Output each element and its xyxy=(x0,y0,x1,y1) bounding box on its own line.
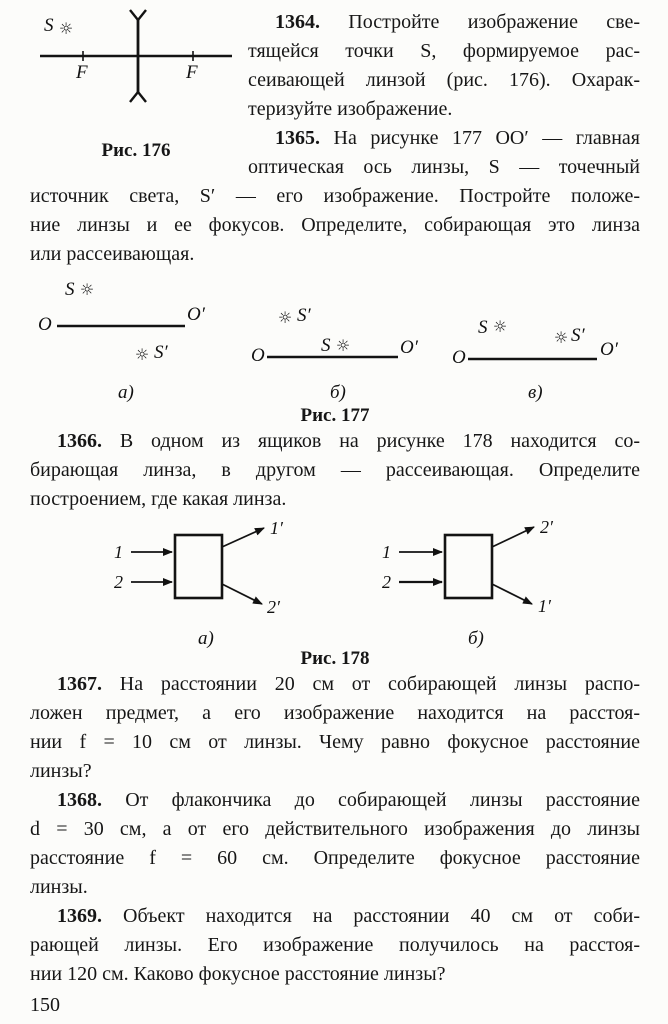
problem-number: 1365. xyxy=(275,127,320,149)
problem-text: На расстоянии 20 см от собирающей линзы распо- xyxy=(119,673,640,695)
problem-text: От флакончика до собирающей линзы расстояние xyxy=(125,789,641,811)
figure-177-panel-v xyxy=(450,273,665,405)
figure-177 xyxy=(30,273,640,405)
problem-number: 1364. xyxy=(275,11,320,33)
ray-1-out-line xyxy=(492,584,532,604)
problem-text-line: ние линзы и ее фокусов. Определите, собирающая это линза xyxy=(30,214,640,236)
axis-right-label: O′ xyxy=(400,337,418,358)
problem-text-line xyxy=(30,427,640,456)
panel-label: в) xyxy=(528,382,543,403)
figure-178-panel-b xyxy=(368,518,578,648)
problem-text-line: тящейся точки S, формируемое рас- xyxy=(248,40,640,62)
problem-text-line: сеивающей линзой (рис. 176). Охарак- xyxy=(248,69,640,91)
panel-label: а) xyxy=(198,628,214,648)
problem-text-line: нии 120 см. Каково фокусное расстояние линзы? xyxy=(30,963,446,985)
problem-text-line: теризуйте изображение. xyxy=(248,98,453,120)
problem-1365-continuation xyxy=(30,182,640,269)
image-point-icon: ☼ xyxy=(277,308,293,327)
image-label: S′ xyxy=(571,325,585,346)
problem-text-line xyxy=(30,902,640,931)
focus-label-right: F xyxy=(186,62,198,83)
panel-label: б) xyxy=(330,382,346,403)
problem-text: Постройте изображение све- xyxy=(348,11,640,33)
problem-text-line: нии f = 10 см от линзы. Чему равно фокусное расстояние xyxy=(30,731,640,753)
axis-right-label: O′ xyxy=(187,304,205,325)
image-label: S′ xyxy=(297,305,311,326)
problem-text-line: или рассеивающая. xyxy=(30,243,195,265)
top-section xyxy=(30,8,640,182)
figure-177-panel-b xyxy=(245,273,455,405)
ray-1-out-label: 1′ xyxy=(270,518,283,538)
problem-text-line: оптическая ось линзы, S — точечный xyxy=(248,156,640,178)
panel-label: б) xyxy=(468,628,484,648)
light-source-icon: ☼ xyxy=(492,317,508,336)
problem-1366 xyxy=(30,427,640,514)
ray-2-out-label: 2′ xyxy=(540,518,553,537)
problem-text-line: линзы. xyxy=(30,876,88,898)
ray-2-label: 2 xyxy=(114,572,123,592)
problem-text-line: рающей линзы. Его изображение получилось на расстоя- xyxy=(30,934,640,956)
problem-text-line: d = 30 см, а от его действительного изображения до линзы xyxy=(30,818,640,840)
problem-number: 1368. xyxy=(57,789,102,811)
axis-left-label: O xyxy=(452,347,466,368)
axis-left-label: O xyxy=(38,314,52,335)
source-label: S xyxy=(478,317,488,338)
focus-label-left: F xyxy=(76,62,88,83)
problem-text: Объект находится на расстоянии 40 см от соби- xyxy=(123,905,640,927)
ray-1-out-line xyxy=(222,528,264,547)
figure-178 xyxy=(30,518,640,648)
panel-label: а) xyxy=(118,382,134,403)
image-point-icon: ☼ xyxy=(134,345,150,364)
figure-176-diagram xyxy=(30,8,242,128)
problem-text-line: бирающая линза, в другом — рассеивающая. Определите xyxy=(30,459,640,481)
problem-text-line: линзы? xyxy=(30,760,92,782)
problem-number: 1369. xyxy=(57,905,102,927)
problem-text-line xyxy=(30,670,640,699)
ray-1-label: 1 xyxy=(114,542,123,562)
problem-1368 xyxy=(30,786,640,902)
problem-text-line: источник света, S′ — его изображение. Постройте положе- xyxy=(30,185,640,207)
figure-caption: Рис. 178 xyxy=(300,648,370,669)
ray-1-label: 1 xyxy=(382,542,391,562)
light-source-icon: ☼ xyxy=(335,336,351,355)
problem-text-line: ложен предмет, а его изображение находится на расстоя- xyxy=(30,702,640,724)
problem-1369 xyxy=(30,902,640,989)
ray-2-label: 2 xyxy=(382,572,391,592)
problem-text: В одном из ящиков на рисунке 178 находится со- xyxy=(119,430,641,452)
problem-number: 1367. xyxy=(57,673,102,695)
ray-2-out-line xyxy=(492,527,534,547)
figure-176 xyxy=(30,8,248,182)
top-text-column xyxy=(248,8,640,182)
figure-caption: Рис. 176 xyxy=(101,140,171,161)
source-label: S xyxy=(321,335,331,356)
problem-text-line xyxy=(248,124,640,153)
problem-1364 xyxy=(248,8,640,124)
light-source-icon: ☼ xyxy=(79,280,95,299)
figure-178-panel-a xyxy=(100,518,310,648)
problem-text-line xyxy=(248,8,640,37)
lens-box xyxy=(445,535,492,598)
problem-1367 xyxy=(30,670,640,786)
image-label: S′ xyxy=(154,342,168,363)
ray-2-out-line xyxy=(222,584,262,604)
light-source-icon: ☼ xyxy=(58,19,74,38)
problem-text-line: расстояние f = 60 см. Определите фокусное расстояние xyxy=(30,847,640,869)
problem-text-line: построением, где какая линза. xyxy=(30,488,287,510)
figure-caption: Рис. 177 xyxy=(300,405,370,426)
source-label: S xyxy=(44,15,54,36)
problem-text: На рисунке 177 OO′ — главная xyxy=(333,127,641,149)
problem-number: 1366. xyxy=(57,430,102,452)
lens-box xyxy=(175,535,222,598)
source-label: S xyxy=(65,279,75,300)
problem-1365-start xyxy=(248,124,640,182)
ray-1-out-label: 1′ xyxy=(538,596,551,616)
problem-text-line xyxy=(30,786,640,815)
ray-2-out-label: 2′ xyxy=(267,597,280,617)
figure-177-panel-a xyxy=(30,273,240,405)
page-number: 150 xyxy=(30,994,60,1016)
axis-left-label: O xyxy=(251,345,265,366)
axis-right-label: O′ xyxy=(600,339,618,360)
image-point-icon: ☼ xyxy=(553,328,569,347)
